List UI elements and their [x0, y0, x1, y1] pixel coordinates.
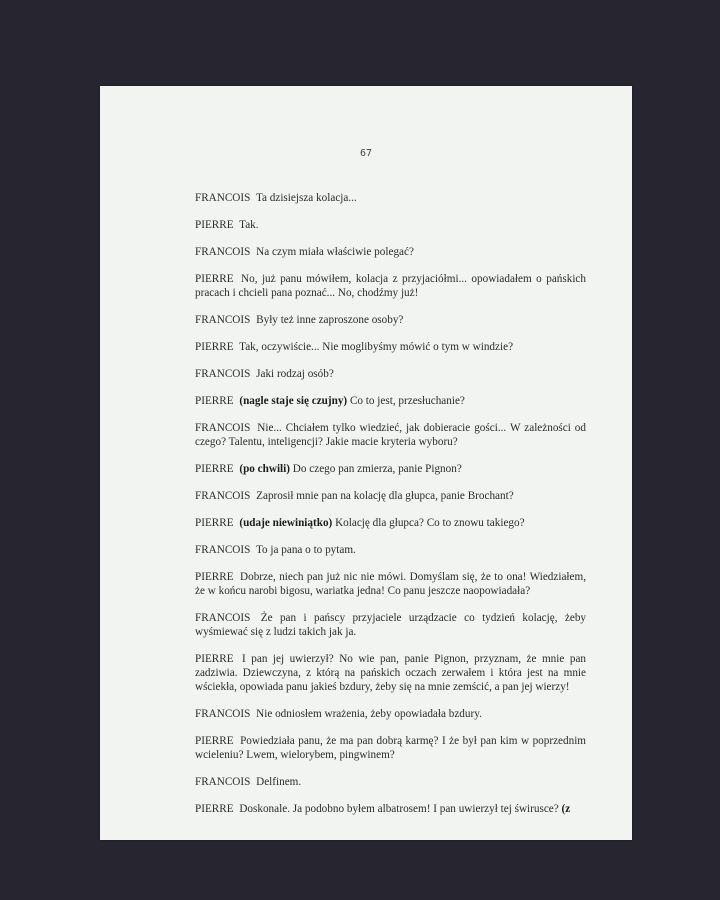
dialogue-paragraph — [195, 543, 586, 557]
dialogue-line: Były też inne zaproszone osoby? — [256, 314, 404, 326]
speaker-name: FRANCOIS — [195, 490, 251, 502]
stage-direction: (z — [561, 803, 571, 815]
dialogue-line: Zaprosił mnie pan na kolację dla głupca, panie Brochant? — [256, 490, 514, 502]
dialogue-paragraph — [195, 802, 586, 816]
dialogue-line: Jaki rodzaj osób? — [256, 368, 334, 380]
dialogue-line: No, już panu mówiłem, kolacja z przyjaciółmi... opowiadałem o pańskich pracach i chcieli pana poznać... No, chodźmy już! — [195, 273, 586, 299]
dialogue-line: Nie odniosłem wrażenia, żeby opowiadała bzdury. — [256, 708, 482, 720]
dialogue-line: Nie... Chciałem tylko wiedzieć, jak dobieracie gości... W zależności od czego? Talentu, inteligencji? Jakie macie kryteria wyboru? — [195, 422, 586, 448]
speaker-name: PIERRE — [195, 273, 234, 285]
speaker-name: FRANCOIS — [195, 422, 251, 434]
speaker-name: FRANCOIS — [195, 368, 251, 380]
dialogue-line: To ja pana o to pytam. — [255, 544, 356, 556]
dialogue-paragraph — [195, 421, 586, 449]
dialogue-paragraph — [195, 313, 586, 327]
speaker-name: PIERRE — [195, 395, 234, 407]
dialogue-body — [195, 191, 586, 829]
dialogue-paragraph — [195, 218, 586, 232]
dialogue-paragraph — [195, 611, 586, 639]
dialogue-paragraph — [195, 734, 586, 762]
speaker-name: FRANCOIS — [195, 708, 251, 720]
dialogue-line: Że pan i pańscy przyjaciele urządzacie co tydzień kolację, żeby wyśmiewać się z ludzi takich jak ja. — [195, 612, 587, 638]
dialogue-paragraph — [195, 570, 586, 598]
dialogue-paragraph — [195, 462, 586, 476]
speaker-name: FRANCOIS — [195, 612, 251, 624]
dialogue-paragraph — [195, 272, 586, 300]
speaker-name: FRANCOIS — [195, 246, 251, 258]
dialogue-paragraph — [195, 516, 586, 530]
speaker-name: FRANCOIS — [195, 776, 251, 788]
dialogue-line: I pan jej uwierzył? No wie pan, panie Pignon, przyznam, że mnie pan zadziwia. Dziewczyna, z którą na pańskich oczach zerwałem i która jest na mnie wściekła, opowiada panu jakieś bzdury, żeby się na mnie zemścić, a pan jej wierzy! — [195, 653, 587, 693]
speaker-name: PIERRE — [195, 803, 234, 815]
speaker-name: PIERRE — [195, 219, 234, 231]
dialogue-line: Doskonale. Ja podobno byłem albatrosem! I pan uwierzył tej świrusce? — [239, 803, 559, 815]
page-number: 67 — [359, 148, 373, 159]
dialogue-line: Na czym miała właściwie polegać? — [256, 246, 414, 258]
dialogue-line: Kolację dla głupca? Co to znowu takiego? — [335, 517, 525, 529]
speaker-name: FRANCOIS — [195, 314, 251, 326]
dialogue-paragraph — [195, 707, 586, 721]
speaker-name: PIERRE — [195, 463, 234, 475]
dialogue-paragraph — [195, 340, 586, 354]
stage-direction: (udaje niewiniątko) — [239, 517, 333, 529]
manuscript-page — [100, 86, 632, 840]
dialogue-line: Tak. — [239, 219, 259, 231]
dialogue-line: Powiedziała panu, że ma pan dobrą karmę? I że był pan kim w poprzednim wcieleniu? Lwem, wielorybem, pingwinem? — [195, 735, 587, 761]
dialogue-paragraph — [195, 394, 586, 408]
speaker-name: PIERRE — [195, 735, 234, 747]
stage-direction: (po chwili) — [239, 463, 290, 475]
dialogue-paragraph — [195, 191, 586, 205]
speaker-name: PIERRE — [195, 341, 234, 353]
dialogue-paragraph — [195, 367, 586, 381]
dialogue-line: Co to jest, przesłuchanie? — [349, 395, 465, 407]
speaker-name: FRANCOIS — [195, 544, 251, 556]
dialogue-line: Dobrze, niech pan już nic nie mówi. Domyślam się, że to ona! Wiedziałem, że w końcu narobi bigosu, wariatka jedna! Co panu jeszcze naopowiadała? — [195, 571, 587, 597]
dialogue-paragraph — [195, 245, 586, 259]
dialogue-paragraph — [195, 652, 586, 694]
stage-direction: (nagle staje się czujny) — [239, 395, 348, 407]
speaker-name: FRANCOIS — [195, 192, 251, 204]
speaker-name: PIERRE — [195, 517, 234, 529]
dialogue-line: Tak, oczywiście... Nie moglibyśmy mówić o tym w windzie? — [239, 341, 514, 353]
speaker-name: PIERRE — [195, 653, 234, 665]
dialogue-line: Do czego pan zmierza, panie Pignon? — [292, 463, 462, 475]
dialogue-paragraph — [195, 775, 586, 789]
dialogue-line: Delfinem. — [256, 776, 302, 788]
speaker-name: PIERRE — [195, 571, 234, 583]
dialogue-line: Ta dzisiejsza kolacja... — [255, 192, 357, 204]
dialogue-paragraph — [195, 489, 586, 503]
